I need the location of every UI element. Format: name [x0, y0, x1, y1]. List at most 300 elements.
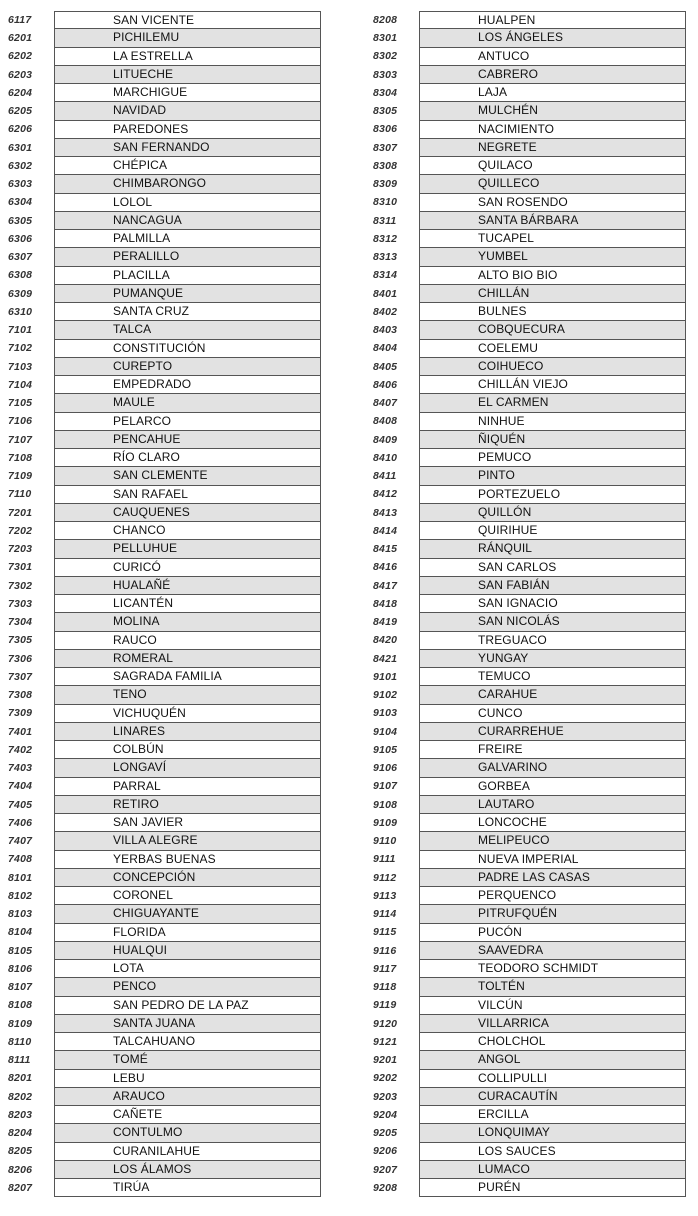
commune-code: 7107	[8, 433, 33, 446]
commune-name: MAULE	[54, 394, 321, 412]
commune-name: QUILLÓN	[419, 504, 686, 522]
commune-code: 7103	[8, 360, 33, 373]
commune-code: 6205	[8, 105, 33, 118]
commune-code: 8412	[373, 488, 398, 501]
commune-code: 8307	[373, 141, 398, 154]
commune-name: LOS ÁNGELES	[419, 29, 686, 47]
commune-name: LAJA	[419, 84, 686, 102]
table-row	[373, 11, 686, 29]
commune-name: QUILACO	[419, 157, 686, 175]
commune-name: LITUECHE	[54, 66, 321, 84]
table-row	[8, 522, 321, 540]
table-row	[8, 741, 321, 759]
table-row	[373, 613, 686, 631]
commune-name: LUMACO	[419, 1161, 686, 1179]
table-row	[8, 1015, 321, 1033]
commune-name: NANCAGUA	[54, 212, 321, 230]
commune-code: 8405	[373, 360, 398, 373]
commune-name: LAUTARO	[419, 796, 686, 814]
table-row	[8, 267, 321, 285]
commune-code: 6307	[8, 251, 33, 264]
commune-code: 7407	[8, 835, 33, 848]
commune-code: 8312	[373, 232, 398, 245]
table-row	[8, 394, 321, 412]
commune-name: ERCILLA	[419, 1106, 686, 1124]
commune-name: SAN FABIÁN	[419, 577, 686, 595]
commune-code: 7201	[8, 506, 33, 519]
table-row	[373, 924, 686, 942]
commune-name: CUREPTO	[54, 358, 321, 376]
table-row	[8, 175, 321, 193]
commune-code: 9102	[373, 689, 398, 702]
commune-code: 8111	[8, 1054, 31, 1067]
commune-name: LINARES	[54, 723, 321, 741]
table-row	[8, 376, 321, 394]
commune-code: 7403	[8, 762, 33, 775]
table-row	[373, 1051, 686, 1069]
commune-name: RÍO CLARO	[54, 449, 321, 467]
commune-name: CONSTITUCIÓN	[54, 340, 321, 358]
table-row	[8, 139, 321, 157]
commune-name: NUEVA IMPERIAL	[419, 851, 686, 869]
commune-code: 7408	[8, 853, 33, 866]
commune-code: 8404	[373, 342, 398, 355]
commune-name: HUALQUI	[54, 942, 321, 960]
table-row	[8, 194, 321, 212]
table-row	[373, 431, 686, 449]
commune-code: 8421	[373, 652, 398, 665]
commune-code: 7406	[8, 816, 33, 829]
commune-code: 7306	[8, 652, 33, 665]
table-row	[373, 212, 686, 230]
commune-name: PUCÓN	[419, 924, 686, 942]
commune-code: 6301	[8, 141, 33, 154]
table-row	[8, 887, 321, 905]
table-row	[8, 321, 321, 339]
commune-name: HUALPEN	[419, 11, 686, 29]
commune-name: TREGUACO	[419, 632, 686, 650]
table-row	[8, 486, 321, 504]
commune-code: 8408	[373, 415, 398, 428]
table-row	[373, 175, 686, 193]
commune-code: 8310	[373, 196, 398, 209]
table-row	[8, 650, 321, 668]
table-row	[373, 851, 686, 869]
commune-name: TUCAPEL	[419, 230, 686, 248]
table-row	[373, 997, 686, 1015]
commune-name: PENCO	[54, 978, 321, 996]
table-row	[373, 686, 686, 704]
commune-name: LOS SAUCES	[419, 1143, 686, 1161]
table-row	[8, 577, 321, 595]
commune-name: CHILLÁN VIEJO	[419, 376, 686, 394]
commune-code: 8207	[8, 1181, 33, 1194]
commune-code: 7110	[8, 488, 32, 501]
table-row	[8, 230, 321, 248]
commune-name: CHILLÁN	[419, 285, 686, 303]
commune-name: LA ESTRELLA	[54, 48, 321, 66]
commune-code: 8102	[8, 889, 33, 902]
commune-name: PERQUENCO	[419, 887, 686, 905]
commune-code: 7109	[8, 470, 33, 483]
commune-code: 8402	[373, 305, 398, 318]
commune-name: SAAVEDRA	[419, 942, 686, 960]
commune-code: 8302	[373, 50, 398, 63]
commune-code: 7102	[8, 342, 33, 355]
commune-name: CURANILAHUE	[54, 1143, 321, 1161]
commune-code: 7401	[8, 725, 33, 738]
commune-code: 9103	[373, 707, 398, 720]
commune-code: 8201	[8, 1072, 33, 1085]
table-row	[373, 869, 686, 887]
commune-code: 9120	[373, 1017, 398, 1030]
commune-code: 8203	[8, 1108, 33, 1121]
commune-name: SAN NICOLÁS	[419, 613, 686, 631]
commune-name: GALVARINO	[419, 759, 686, 777]
table-row	[8, 1124, 321, 1142]
commune-code: 8105	[8, 944, 33, 957]
commune-code: 9117	[373, 962, 397, 975]
commune-name: SAN CARLOS	[419, 559, 686, 577]
commune-name: CHIGUAYANTE	[54, 905, 321, 923]
table-row	[373, 759, 686, 777]
commune-code: 7405	[8, 798, 33, 811]
commune-code: 8109	[8, 1017, 33, 1030]
table-row	[8, 942, 321, 960]
commune-code: 8411	[373, 470, 397, 483]
commune-name: RETIRO	[54, 796, 321, 814]
table-row	[373, 358, 686, 376]
commune-name: NEGRETE	[419, 139, 686, 157]
commune-name: NACIMIENTO	[419, 121, 686, 139]
commune-name: CHOLCHOL	[419, 1033, 686, 1051]
table-row	[8, 723, 321, 741]
commune-code: 8311	[373, 214, 397, 227]
table-row	[8, 1088, 321, 1106]
commune-code: 8409	[373, 433, 398, 446]
commune-code: 9203	[373, 1090, 398, 1103]
commune-name: NINHUE	[419, 413, 686, 431]
table-row	[373, 194, 686, 212]
commune-code: 6203	[8, 68, 33, 81]
commune-code: 7101	[8, 324, 33, 337]
commune-code: 7402	[8, 743, 33, 756]
commune-code: 8104	[8, 926, 33, 939]
commune-name: SAN FERNANDO	[54, 139, 321, 157]
commune-name: CAUQUENES	[54, 504, 321, 522]
table-row	[8, 358, 321, 376]
table-row	[373, 321, 686, 339]
table-row	[8, 1051, 321, 1069]
commune-code: 8420	[373, 634, 398, 647]
commune-name: LEBU	[54, 1070, 321, 1088]
table-row	[373, 248, 686, 266]
commune-code: 7404	[8, 780, 33, 793]
table-row	[8, 467, 321, 485]
table-row	[373, 595, 686, 613]
commune-name: ANGOL	[419, 1051, 686, 1069]
commune-name: LONQUIMAY	[419, 1124, 686, 1142]
commune-name: TEMUCO	[419, 668, 686, 686]
commune-code: 7108	[8, 451, 33, 464]
table-row	[373, 741, 686, 759]
table-row	[373, 48, 686, 66]
commune-name: PINTO	[419, 467, 686, 485]
commune-code: 9201	[373, 1054, 398, 1067]
commune-name: SAN PEDRO DE LA PAZ	[54, 997, 321, 1015]
table-row	[8, 157, 321, 175]
commune-code: 8416	[373, 561, 398, 574]
commune-code: 9207	[373, 1163, 398, 1176]
commune-code: 8305	[373, 105, 398, 118]
commune-code: 8415	[373, 543, 398, 556]
commune-code: 6309	[8, 287, 33, 300]
table-row	[373, 540, 686, 558]
commune-name: SAN VICENTE	[54, 11, 321, 29]
commune-code: 8401	[373, 287, 398, 300]
table-row	[8, 1179, 321, 1197]
commune-name: LICANTÉN	[54, 595, 321, 613]
table-row	[8, 1161, 321, 1179]
commune-code: 8308	[373, 159, 398, 172]
commune-name: VILCÚN	[419, 997, 686, 1015]
commune-name: ROMERAL	[54, 650, 321, 668]
table-row	[8, 48, 321, 66]
commune-code: 9106	[373, 762, 398, 775]
commune-name: PERALILLO	[54, 248, 321, 266]
commune-code: 8204	[8, 1127, 33, 1140]
commune-code: 8417	[373, 579, 398, 592]
commune-name: TALCA	[54, 321, 321, 339]
commune-code: 6302	[8, 159, 33, 172]
table-row	[373, 832, 686, 850]
commune-name: EMPEDRADO	[54, 376, 321, 394]
table-row	[8, 1106, 321, 1124]
commune-name: HUALAÑÉ	[54, 577, 321, 595]
table-row	[8, 66, 321, 84]
table-row	[373, 139, 686, 157]
table-row	[373, 121, 686, 139]
commune-code: 7203	[8, 543, 33, 556]
commune-name: TEODORO SCHMIDT	[419, 960, 686, 978]
commune-code: 9112	[373, 871, 397, 884]
commune-code: 8208	[373, 13, 398, 26]
commune-code: 7105	[8, 397, 33, 410]
commune-code: 6310	[8, 305, 33, 318]
commune-code: 8306	[373, 123, 398, 136]
commune-code: 9101	[373, 670, 398, 683]
table-row	[8, 905, 321, 923]
table-row	[373, 942, 686, 960]
commune-code: 7305	[8, 634, 33, 647]
commune-name: CURARREHUE	[419, 723, 686, 741]
table-row	[8, 686, 321, 704]
commune-name: PLACILLA	[54, 267, 321, 285]
table-row	[8, 1070, 321, 1088]
commune-name: SAN ROSENDO	[419, 194, 686, 212]
commune-code: 6306	[8, 232, 33, 245]
commune-name: PADRE LAS CASAS	[419, 869, 686, 887]
table-row	[8, 851, 321, 869]
table-row	[373, 486, 686, 504]
commune-name: CORONEL	[54, 887, 321, 905]
commune-code: 8106	[8, 962, 33, 975]
table-row	[8, 413, 321, 431]
table-row	[8, 29, 321, 47]
left-commune-column	[8, 11, 321, 1197]
table-row	[8, 102, 321, 120]
commune-name: PEMUCO	[419, 449, 686, 467]
table-row	[373, 102, 686, 120]
commune-name: TOMÉ	[54, 1051, 321, 1069]
table-row	[373, 1015, 686, 1033]
commune-name: PITRUFQUÉN	[419, 905, 686, 923]
commune-name: BULNES	[419, 303, 686, 321]
table-row	[373, 303, 686, 321]
table-row	[8, 997, 321, 1015]
commune-code: 7309	[8, 707, 33, 720]
commune-name: CUNCO	[419, 705, 686, 723]
table-row	[8, 285, 321, 303]
table-row	[373, 960, 686, 978]
commune-code: 8414	[373, 524, 398, 537]
table-row	[8, 1033, 321, 1051]
commune-name: TALCAHUANO	[54, 1033, 321, 1051]
table-row	[373, 705, 686, 723]
commune-code: 7104	[8, 378, 33, 391]
commune-code: 8103	[8, 908, 33, 921]
commune-name: GORBEA	[419, 778, 686, 796]
commune-name: SANTA BÁRBARA	[419, 212, 686, 230]
commune-name: COLBÚN	[54, 741, 321, 759]
commune-name: MULCHÉN	[419, 102, 686, 120]
commune-code: 9116	[373, 944, 397, 957]
commune-code: 8314	[373, 269, 398, 282]
table-row	[8, 595, 321, 613]
commune-code: 8202	[8, 1090, 33, 1103]
commune-name: CHIMBARONGO	[54, 175, 321, 193]
commune-name: ALTO BIO BIO	[419, 267, 686, 285]
commune-name: PALMILLA	[54, 230, 321, 248]
commune-name: COIHUECO	[419, 358, 686, 376]
commune-code: 7308	[8, 689, 33, 702]
commune-code: 9115	[373, 926, 397, 939]
table-row	[373, 467, 686, 485]
commune-code: 9206	[373, 1145, 398, 1158]
table-row	[8, 212, 321, 230]
table-row	[373, 1106, 686, 1124]
commune-name: PAREDONES	[54, 121, 321, 139]
commune-code: 8101	[8, 871, 33, 884]
commune-name: ÑIQUÉN	[419, 431, 686, 449]
commune-name: CARAHUE	[419, 686, 686, 704]
table-row	[373, 887, 686, 905]
commune-name: PELLUHUE	[54, 540, 321, 558]
table-row	[373, 285, 686, 303]
table-row	[373, 559, 686, 577]
right-commune-column	[373, 11, 686, 1197]
table-row	[8, 613, 321, 631]
commune-code: 8419	[373, 616, 398, 629]
commune-code: 7301	[8, 561, 33, 574]
table-row	[373, 650, 686, 668]
table-row	[8, 540, 321, 558]
commune-code: 9113	[373, 889, 397, 902]
commune-code: 7304	[8, 616, 33, 629]
table-row	[373, 1070, 686, 1088]
commune-name: PARRAL	[54, 778, 321, 796]
commune-code: 9105	[373, 743, 398, 756]
table-row	[8, 978, 321, 996]
commune-name: COLLIPULLI	[419, 1070, 686, 1088]
commune-code: 9121	[373, 1035, 398, 1048]
commune-name: ARAUCO	[54, 1088, 321, 1106]
commune-name: TIRÚA	[54, 1179, 321, 1197]
table-row	[8, 796, 321, 814]
table-row	[8, 632, 321, 650]
table-row	[8, 1143, 321, 1161]
commune-name: MELIPEUCO	[419, 832, 686, 850]
commune-name: ANTUCO	[419, 48, 686, 66]
table-row	[8, 759, 321, 777]
commune-code: 9114	[373, 908, 397, 921]
table-row	[373, 796, 686, 814]
commune-name: NAVIDAD	[54, 102, 321, 120]
table-row	[8, 832, 321, 850]
table-row	[373, 29, 686, 47]
commune-name: CONTULMO	[54, 1124, 321, 1142]
commune-code: 6204	[8, 86, 33, 99]
table-row	[373, 978, 686, 996]
table-row	[373, 1124, 686, 1142]
table-row	[373, 1161, 686, 1179]
table-row	[373, 814, 686, 832]
table-row	[8, 814, 321, 832]
table-row	[8, 431, 321, 449]
table-row	[373, 376, 686, 394]
commune-name: MOLINA	[54, 613, 321, 631]
commune-code: 7202	[8, 524, 33, 537]
commune-code: 8301	[373, 32, 398, 45]
commune-name: FLORIDA	[54, 924, 321, 942]
commune-name: VILLARRICA	[419, 1015, 686, 1033]
commune-name: YUNGAY	[419, 650, 686, 668]
commune-code: 8410	[373, 451, 398, 464]
table-row	[8, 869, 321, 887]
commune-code: 8313	[373, 251, 398, 264]
commune-name: SAGRADA FAMILIA	[54, 668, 321, 686]
commune-code: 7303	[8, 597, 33, 610]
table-row	[8, 121, 321, 139]
commune-code: 8107	[8, 981, 33, 994]
table-row	[373, 723, 686, 741]
commune-code: 6303	[8, 178, 33, 191]
commune-code: 8110	[8, 1035, 32, 1048]
commune-name: PICHILEMU	[54, 29, 321, 47]
table-row	[8, 11, 321, 29]
table-row	[373, 1033, 686, 1051]
commune-name: MARCHIGUE	[54, 84, 321, 102]
commune-name: VICHUQUÉN	[54, 705, 321, 723]
table-row	[8, 559, 321, 577]
commune-name: TENO	[54, 686, 321, 704]
commune-name: LOTA	[54, 960, 321, 978]
commune-code: 9104	[373, 725, 398, 738]
table-row	[373, 267, 686, 285]
commune-code: 9108	[373, 798, 398, 811]
commune-name: CONCEPCIÓN	[54, 869, 321, 887]
commune-name: LOLOL	[54, 194, 321, 212]
